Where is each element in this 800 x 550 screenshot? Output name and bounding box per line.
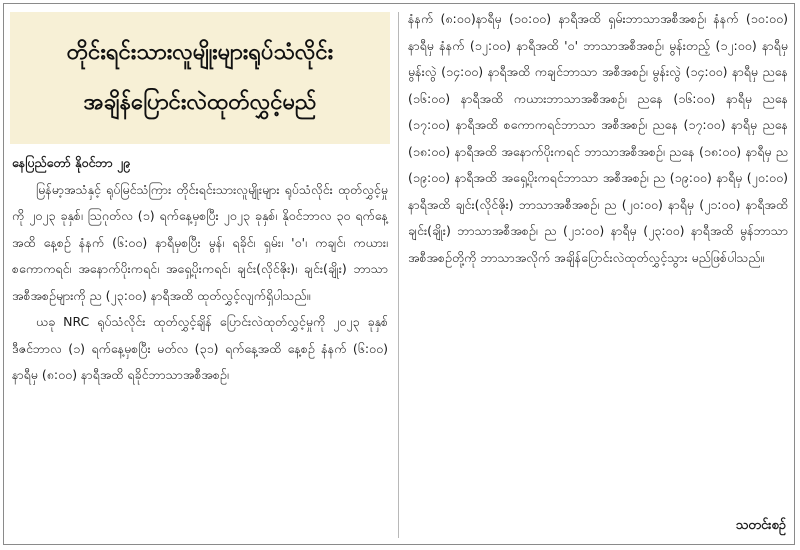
- headline-box: [10, 12, 390, 144]
- headline-line-2: အချိန်ပြောင်းလဲထုတ်လွှင့်မည်: [83, 90, 317, 115]
- article-paragraph-2: ယခု NRC ရုပ်သံလိုင်း ထုတ်လွှင့်ချိန် ပြောင်းလဲထုတ်လွှင့်မှုကို ၂၀၂၃ ခုနှစ် ဒီဇင်ဘာလ (၁) ရက်နေ့မှစပြီး မတ်လ (၃၁) ရက်နေ့အထိ နေ့စဉ် နံနက် (၆:၀၀) နာရီမှ (၈:၀၀) နာရီအထိ ရခိုင်ဘာသာအစီအစဉ်၊: [12, 314, 388, 382]
- article-paragraph: [12, 150, 388, 177]
- dateline: နေပြည်တော် နိုဝင်ဘာ ၂၉: [12, 155, 131, 170]
- headline-line-1: တိုင်းရင်းသားလူမျိုးများရုပ်သံလိုင်း: [66, 40, 334, 65]
- article-paragraph-3: နံနက် (၈:၀၀)နာရီမှ (၁၀:၀၀) နာရီအထိ ရှမ်းဘာသာအစီအစဉ်၊ နံနက် (၁၀:၀၀) နာရီမှ နံနက် (၁၂:၀၀) နာရီအထိ '၀' ဘာသာအစီအစဉ်၊ မွန်းတည့် (၁၂:၀၀) နာရီမှ မွန်းလွဲ (၁၄:၀၀) နာရီအထိ ကချင်ဘာသာ အစီအစဉ်၊ မွန်းလွဲ (၁၄:၀၀) နာရီမှ ညနေ (၁၆:၀၀) နာရီအထိ ကယားဘာသာအစီအစဉ်၊ ညနေ (၁၆:၀၀) နာရီမှ ညနေ (၁၇:၀၀) နာရီအထိ စကောကရင်ဘာသာ အစီအစဉ်၊ ညနေ (၁၇:၀၀) နာရီမှ ညနေ (၁၈:၀၀) နာရီအထိ အနောက်ပိုးကရင် ဘာသာအစီအစဉ်၊ ညနေ (၁၈:၀၀) နာရီမှ ည (၁၉:၀၀) နာရီအထိ အရှေ့ပိုးကရင်ဘာသာ အစီအစဉ်၊ ည (၁၉:၀၀) နာရီမှ (၂၀:၀၀) နာရီအထိ ချင်း(လိုင်ဇိုး) ဘာသာအစီအစဉ်၊ ည (၂၀:၀၀) နာရီမှ (၂၁:၀၀) နာရီအထိ ချင်း(ချိုး) ဘာသာအစီအစဉ်၊ ည (၂၁:၀၀) နာရီမှ (၂၃:၀၀) နာရီအထိ မွန်ဘာသာ အစီအစဉ်တို့ကို ဘာသာအလိုက် အချိန်ပြောင်းလဲထုတ်လွှင့်သွား မည်ဖြစ်ပါသည်။: [408, 11, 788, 265]
- article-paragraph-1: မြန်မာ့အသံနှင့် ရုပ်မြင်သံကြား တိုင်းရင်းသားလူမျိုးများ ရုပ်သံလိုင်း ထုတ်လွှင့်မှုကို ၂၀၂၃ ခုနှစ်၊ ဩဂုတ်လ (၁) ရက်နေ့မှစပြီး ၂၀၂၃ ခုနှစ်၊ နိုဝင်ဘာလ ၃၀ ရက်နေ့အထိ နေ့စဉ် နံနက် (၆:၀၀) နာရီမှစပြီး မွန်၊ ရခိုင်၊ ရှမ်း၊ '၀'၊ ကချင်၊ ကယား၊ စကောကရင်၊ အနောက်ပိုးကရင်၊ အရှေ့ပိုးကရင်၊ ချင်း(လိုင်ဇိုး)၊ ချင်း(ချိုး) ဘာသာ အစီအစဉ်များကို ည (၂၃:၀၀) နာရီအထိ ထုတ်လွှင့်လျက်ရှိပါသည်။: [12, 181, 388, 303]
- column-divider: [398, 12, 399, 538]
- author-signature: သတင်းစဉ်: [735, 518, 786, 533]
- right-column: [408, 6, 788, 271]
- left-column: [12, 150, 388, 389]
